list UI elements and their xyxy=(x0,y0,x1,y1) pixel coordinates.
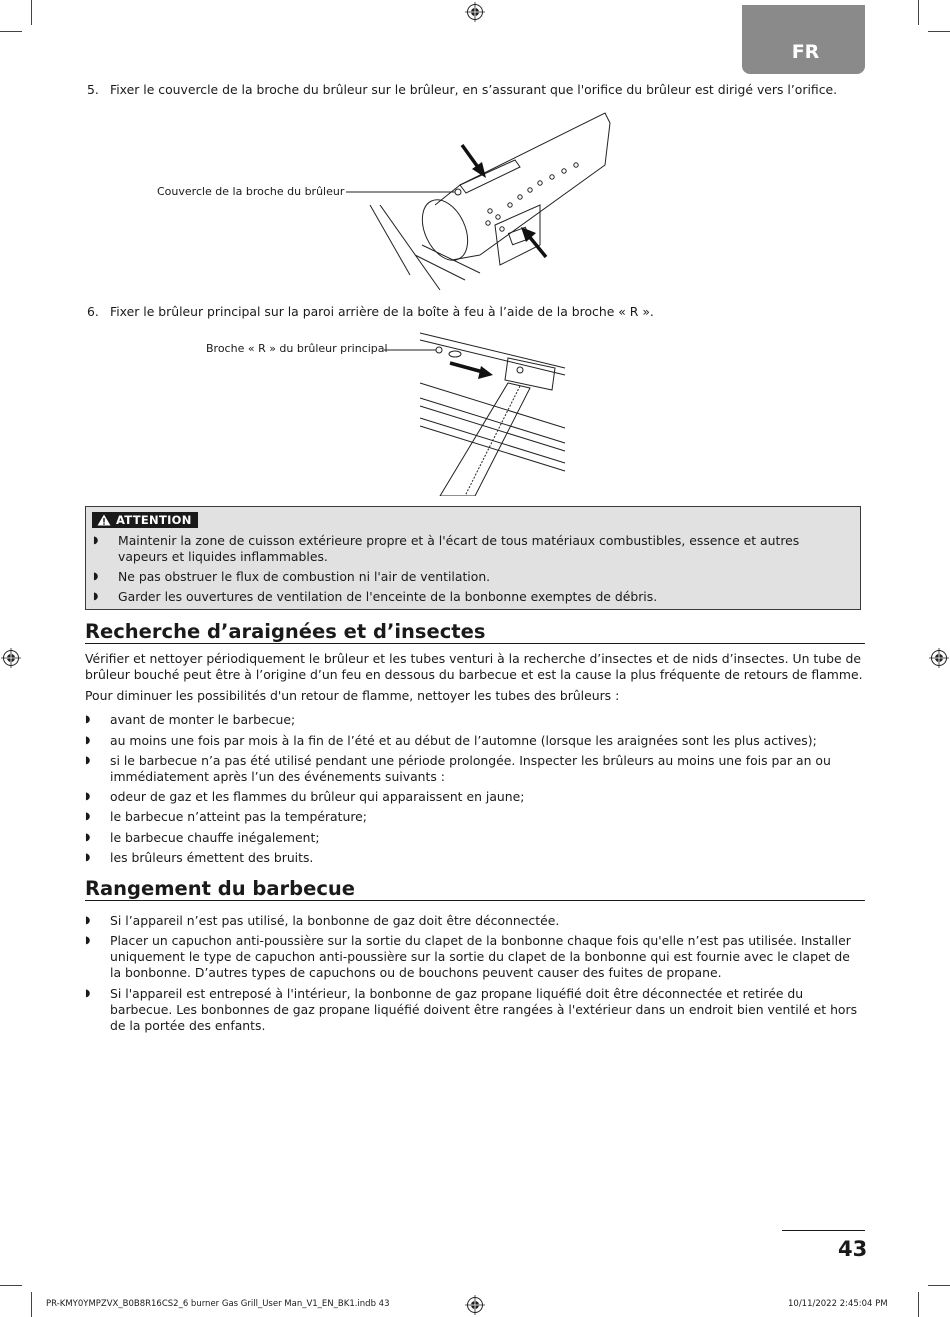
bullet-marker-icon: ◗ xyxy=(85,915,91,926)
crop-mark xyxy=(918,1292,919,1317)
bullet-marker-icon: ◗ xyxy=(85,811,91,822)
registration-mark-icon xyxy=(465,1295,485,1315)
paragraph: Pour diminuer les possibilités d'un retour de flamme, nettoyer les tubes des brûleurs : xyxy=(85,688,620,703)
attention-item-text: Garder les ouvertures de ventilation de l'enceinte de la bonbonne exemptes de débris. xyxy=(118,589,658,604)
step-text: Fixer le couvercle de la broche du brûleur sur le brûleur, en s’assurant que l'orifice du brûleur est dirigé vers l’orifice. xyxy=(110,82,838,97)
footer-file-info: PR-KMY0YMPZVX_B0B8R16CS2_6 burner Gas Grill_User Man_V1_EN_BK1.indb 43 xyxy=(46,1299,390,1309)
list-item-text: les brûleurs émettent des bruits. xyxy=(110,850,314,865)
bullet-marker-icon: ◗ xyxy=(85,735,91,746)
language-tab xyxy=(742,5,865,74)
crop-mark xyxy=(928,31,950,32)
crop-mark xyxy=(31,1292,32,1317)
list-item-text: le barbecue chauffe inégalement; xyxy=(110,830,320,845)
bullet-marker-icon: ◗ xyxy=(93,571,99,582)
bullet-marker-icon: ◗ xyxy=(85,852,91,863)
crop-mark xyxy=(0,1285,22,1286)
bullet-marker-icon: ◗ xyxy=(85,714,91,725)
burner-cover-illustration xyxy=(340,105,620,290)
attention-box xyxy=(85,506,861,610)
crop-mark xyxy=(928,1285,950,1286)
registration-mark-icon xyxy=(1,648,21,668)
crop-mark xyxy=(918,0,919,25)
list-item-text: au moins une fois par mois à la fin de l’été et au début de l’automne (lorsque les araignées sont les plus actives); xyxy=(110,733,817,748)
bullet-marker-icon: ◗ xyxy=(85,935,91,946)
list-item-text: si le barbecue n’a pas été utilisé pendant une période prolongée. Inspecter les brûleurs au moins une fois par an ou immédiatement après l’un des événements suivants : xyxy=(110,753,831,784)
bullet-marker-icon: ◗ xyxy=(85,755,91,766)
list-item-text: Si l’appareil n’est pas utilisé, la bonbonne de gaz doit être déconnectée. xyxy=(110,913,560,928)
attention-label: ATTENTION xyxy=(116,513,192,527)
crop-mark xyxy=(31,0,32,25)
section-heading-storage: Rangement du barbecue xyxy=(85,877,355,900)
attention-badge xyxy=(92,512,198,528)
step-6 xyxy=(87,304,654,320)
list-item-text: Placer un capuchon anti-poussière sur la sortie du clapet de la bonbonne chaque fois qu'elle n’est pas utilisée. Installer uniquement le type de capuchon anti-poussière sur la sortie du clapet de la bonbonne qui est fournie avec le clapet de la bonbonne. D’autres types de capuchons ou de bouchons peuvent causer des fuites de propane. xyxy=(110,933,851,980)
footer-timestamp: 10/11/2022 2:45:04 PM xyxy=(788,1299,888,1309)
list-item-text: avant de monter le barbecue; xyxy=(110,712,296,727)
bullet-marker-icon: ◗ xyxy=(85,832,91,843)
registration-mark-icon xyxy=(465,2,485,22)
attention-item-text: Maintenir la zone de cuisson extérieure propre et à l'écart de tous matériaux combustibles, essence et autres vapeurs et liquides inflammables. xyxy=(118,533,800,564)
section-heading-spiders: Recherche d’araignées et d’insectes xyxy=(85,620,486,643)
step-number: 5. xyxy=(87,82,99,97)
step-text: Fixer le brûleur principal sur la paroi arrière de la boîte à feu à l’aide de la broche « R ». xyxy=(110,304,654,319)
warning-triangle-icon xyxy=(97,514,111,526)
bullet-marker-icon: ◗ xyxy=(93,535,99,546)
bullet-marker-icon: ◗ xyxy=(93,591,99,602)
section-rule xyxy=(85,643,865,644)
page-number-rule xyxy=(782,1230,865,1231)
bullet-marker-icon: ◗ xyxy=(85,791,91,802)
list-item-text: le barbecue n’atteint pas la température; xyxy=(110,809,367,824)
paragraph: Vérifier et nettoyer périodiquement le brûleur et les tubes venturi à la recherche d’insectes et de nids d’insectes. Un tube de brûleur bouché peut être à l’origine d’un feu en dessous du barbecue et est la cause la plus fréquente de retours de flamme. xyxy=(85,651,863,682)
registration-mark-icon xyxy=(929,648,949,668)
step-number: 6. xyxy=(87,304,99,319)
figure-2-callout: Broche « R » du brûleur principal xyxy=(206,342,388,355)
r-pin-illustration xyxy=(380,328,570,496)
page-number: 43 xyxy=(838,1237,868,1261)
attention-item-text: Ne pas obstruer le flux de combustion ni l'air de ventilation. xyxy=(118,569,491,584)
section-rule xyxy=(85,900,865,901)
list-item-text: Si l'appareil est entreposé à l'intérieur, la bonbonne de gaz propane liquéfié doit être déconnectée et retirée du barbecue. Les bonbonnes de gaz propane liquéfié doivent être rangées à l'extérieur dans un endroit bien ventilé et hors de la portée des enfants. xyxy=(110,986,858,1033)
language-tab-label: FR xyxy=(791,41,820,63)
crop-mark xyxy=(0,31,22,32)
bullet-marker-icon: ◗ xyxy=(85,988,91,999)
figure-1-callout: Couvercle de la broche du brûleur xyxy=(157,185,345,198)
step-5 xyxy=(87,82,837,98)
list-item-text: odeur de gaz et les flammes du brûleur qui apparaissent en jaune; xyxy=(110,789,525,804)
